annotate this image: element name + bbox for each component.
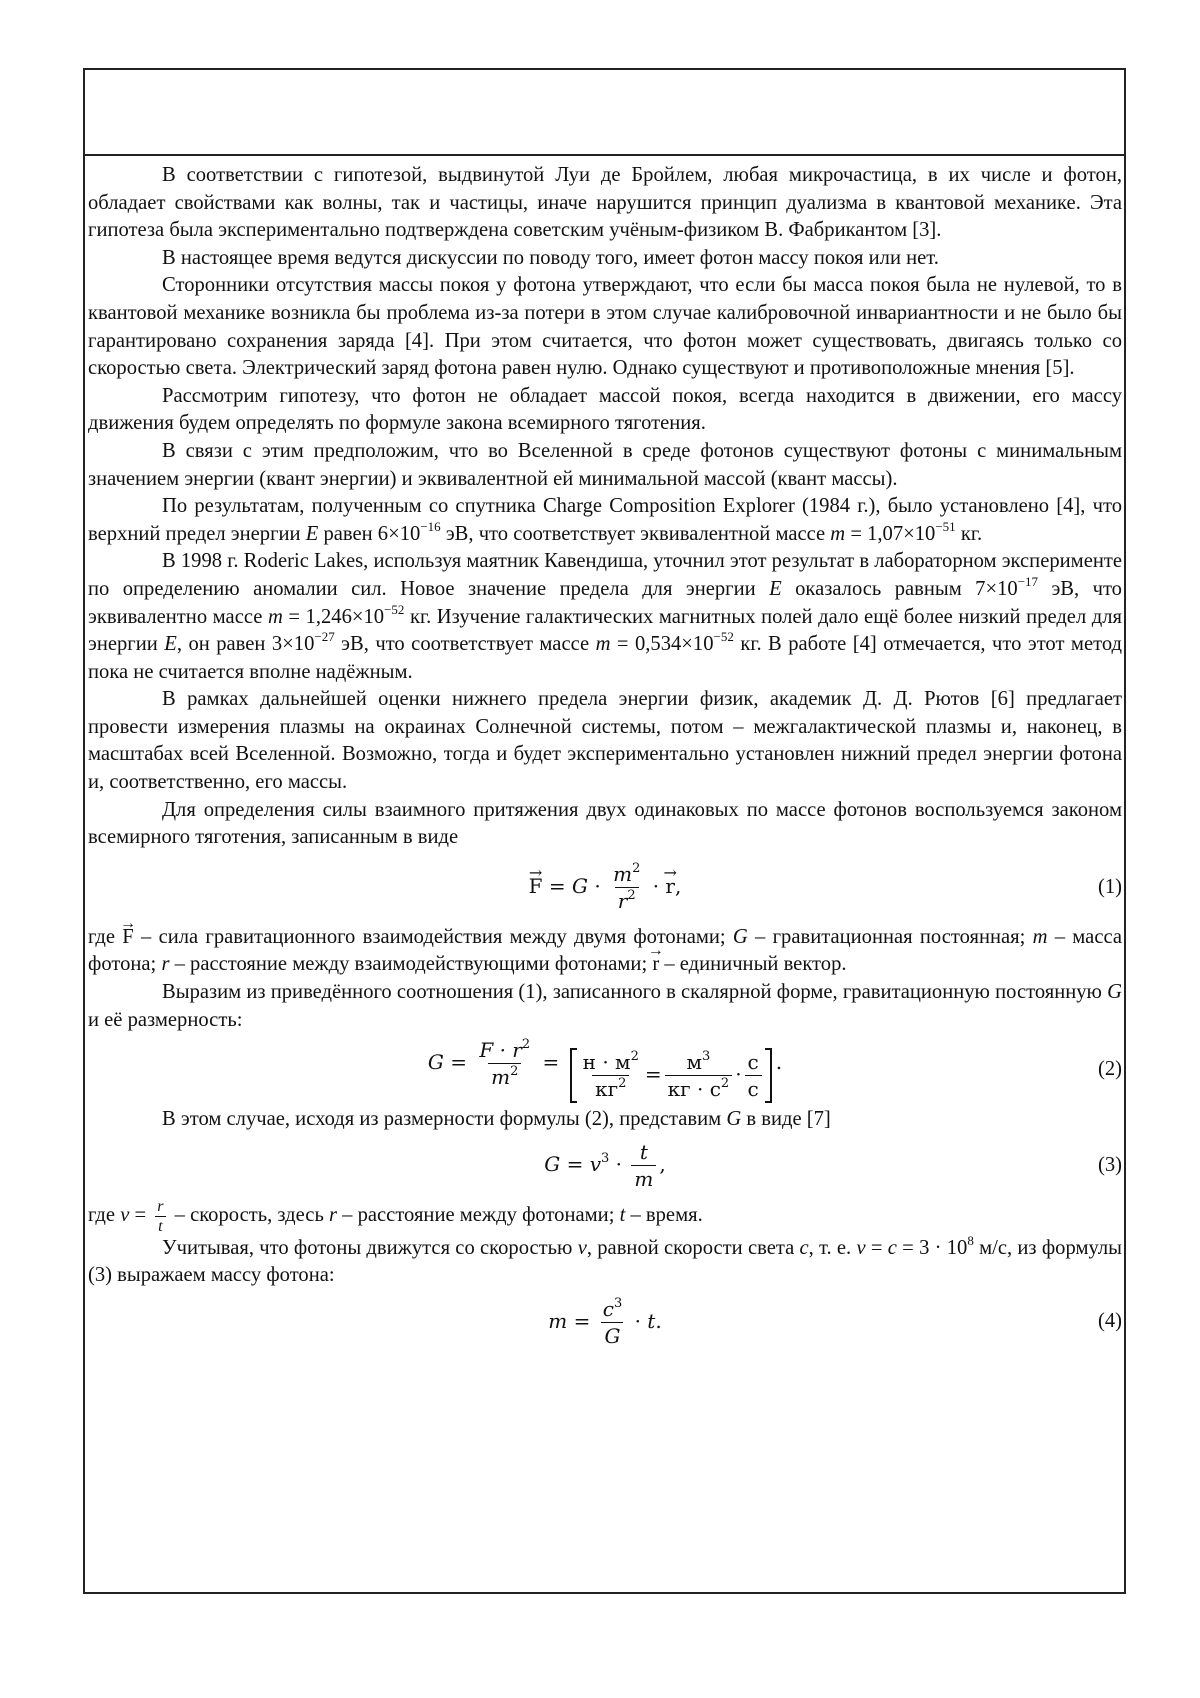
equation-1: → F = G · $\frac{m^2}{r^2}$ · → r, (1) [88,852,1122,924]
dimension-bracket: $\frac{н \cdot м^2}{кг^2}$ = $\frac{м^3}{кг \cdot с^2}$ · $\frac{с}{с}$ [570,1048,772,1103]
unit-vector: → r [665,873,675,901]
paragraph-speed-of-light: Учитывая, что фотоны движутся со скоростью v, равной скорости света c, т. е. $v = c = 3 \cdot 10^8$ м/с, из формулы (3) выражаем массу фотона: [88,1232,1122,1287]
article-body [85,156,1124,1354]
paragraph-discussion: В настоящее время ведутся дискуссии по поводу того, имеет фотон массу покоя или нет. [162,246,939,269]
paragraph-gravity-law: Для определения силы взаимного притяжения двух одинаковых по массе фотонов воспользуемся законом всемирного тяготения, записанным в виде [88,798,1122,849]
equation-4: m = $\frac{c^3}{G}$ · t. (4) [548,1295,1122,1348]
paragraph-this-case: В этом случае, исходя из размерности формулы (2), представим G в виде [7] [162,1108,831,1131]
paragraph-hypothesis: Рассмотрим гипотезу, что фотон не обладает массой покоя, всегда находится в движении, его массу движения будем определять по формуле закона всемирного тяготения. [88,384,1122,435]
equation-2: G = $\frac{F \cdot r^2}{m^2}$ = $\frac{н \cdot м^2}{кг^2}$ = $\frac{м^3}{кг \cdot с^2}$ · $\frac{с}{с}$ . (2) [427,1036,1122,1101]
paragraph-express-g: Выразим из приведённого соотношения (1), записанного в скалярной форме, гравитационную постоянную G и её размерность: [88,981,1122,1031]
paragraph-quantum-mass: В связи с этим предположим, что во Вселенной в среде фотонов существуют фотоны с минимальным значением энергии (квант энергии) и эквивалентной ей минимальной массой (квант массы). [88,439,1122,490]
paragraph-where-1: где → F – сила гравитационного взаимодействия между двумя фотонами; G – гравитационная постоянная; m – масса фотона; r – расстояние между взаимодействующими фотонами; → r – единичный вектор. [88,924,1122,979]
paragraph-where-2: где v = $\frac{r}{t}$ – скорость, здесь r – расстояние между фотонами; t – время. [88,1197,703,1235]
force-vector: → F [529,873,543,901]
paragraph-de-broglie: В соответствии с гипотезой, выдвинутой Луи де Бройлем, любая микрочастица, в их числе и фотон, обладает свойствами как волны, так и частицы, иначе нарушится принцип дуализма в квантовой механике. Эта гипотеза была экспериментально подтверждена советским учёным-физиком В. Фабрикантом [3]. [88,164,1122,242]
paragraph-satellite: По результатам, полученным со спутника Charge Composition Explorer (1984 г.), было установлено [4], что верхний предел энергии E равен $6\times 10^{-16}$ эВ, что соответствует эквивалентной массе $m = 1,07\times 10^{-51}$ кг. [88,495,1122,545]
paragraph-supporters: Сторонники отсутствия массы покоя у фотона утверждают, что если бы масса покоя была не нулевой, то в квантовой механике возникла бы проблема из-за потери в этом случае калибровочной инвариантности и не было бы гарантировано сохранения заряда [4]. При этом считается, что фотон может существовать, двигаясь только со скоростью света. Электрический заряд фотона равен нулю. Однако существуют и противоположные мнения [5]. [88,274,1122,380]
page-frame [83,68,1126,1594]
equation-number-2: (2) [1097,1058,1122,1081]
equation-3: $G = v^3$ · $\frac{t}{m}$ , (3) [544,1140,1122,1192]
equation-number-4: (4) [1097,1310,1122,1333]
header-box [85,70,1124,156]
equation-number-1: (1) [1097,876,1122,899]
equation-number-3: (3) [1097,1154,1122,1177]
paragraph-lakes: В 1998 г. Roderic Lakes, используя маятник Кавендиша, уточнил этот результат в лабораторном эксперименте по определению аномалии сил. Новое значение предела для энергии E оказалось равным $7\times 10^{-17}$ эВ, что эквивалентно массе $m = 1,246\times 10^{-52}$ кг. Изучение галактических магнитных полей дало ещё более низкий предел для энергии E, он равен $3\times 10^{-27}$ эВ, что соответствует массе $m = 0,534\times 10^{-52}$ кг. В работе [4] отмечается, что этот метод пока не считается вполне надёжным. [88,550,1122,683]
paragraph-ryutov: В рамках дальнейшей оценки нижнего предела энергии физик, академик Д. Д. Рютов [6] предлагает провести измерения плазмы на окраинах Солнечной системы, потом – межгалактической плазмы и, наконец, в масштабах всей Вселенной. Возможно, тогда и будет экспериментально установлен нижний предел энергии фотона и, соответственно, его массы. [88,688,1122,794]
